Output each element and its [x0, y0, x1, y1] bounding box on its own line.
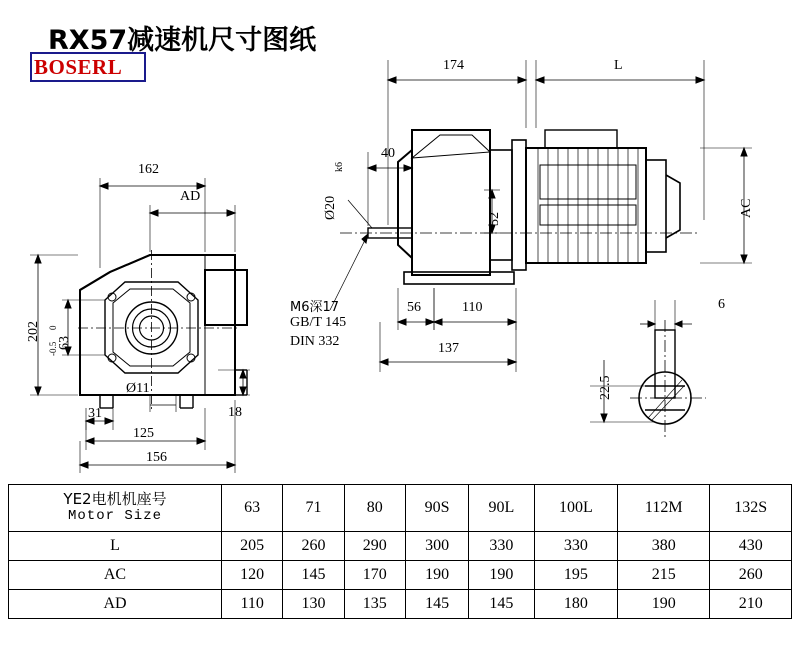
- spec-table: [8, 484, 792, 619]
- logo-text: BOSERL: [34, 55, 123, 79]
- dim-110: 110: [462, 300, 483, 315]
- dim-63-tol-lower: -0.5: [48, 341, 58, 356]
- table-header-label-cn: YE2电机机座号: [63, 490, 167, 508]
- cell-ad-4: 145: [469, 590, 534, 619]
- table-header-size-0: 63: [222, 485, 283, 532]
- row-label-ac: AC: [9, 561, 222, 590]
- dim-ac: AC: [739, 198, 754, 218]
- dim-63: 63: [57, 336, 72, 350]
- cell-l-7: 430: [710, 532, 792, 561]
- cell-ac-3: 190: [405, 561, 468, 590]
- table-header-size-5: 100L: [534, 485, 618, 532]
- dim-202: 202: [26, 321, 41, 342]
- table-header-row: [9, 485, 792, 532]
- page-title: RX57减速机尺寸图纸: [48, 25, 317, 56]
- section-view: [590, 300, 706, 440]
- cell-ac-6: 215: [618, 561, 710, 590]
- cell-ac-1: 145: [283, 561, 344, 590]
- cell-ad-2: 135: [344, 590, 405, 619]
- table-row: [9, 590, 792, 619]
- cell-ac-4: 190: [469, 561, 534, 590]
- cell-ad-0: 110: [222, 590, 283, 619]
- dim-shaft-tol-k6: k6: [334, 162, 345, 172]
- dim-125: 125: [133, 426, 154, 441]
- cell-ad-3: 145: [405, 590, 468, 619]
- note-m6: M6深17: [290, 300, 340, 315]
- cell-ac-0: 120: [222, 561, 283, 590]
- dim-18: 18: [228, 405, 242, 420]
- dim-31: 31: [88, 406, 102, 421]
- cell-ac-2: 170: [344, 561, 405, 590]
- dim-l: L: [614, 58, 623, 73]
- table-header-label: [9, 485, 222, 532]
- cell-ac-7: 260: [710, 561, 792, 590]
- table-row: [9, 532, 792, 561]
- note-din332: DIN 332: [290, 334, 340, 349]
- dim-174: 174: [443, 58, 464, 73]
- table-header-size-2: 80: [344, 485, 405, 532]
- dim-56: 56: [407, 300, 421, 315]
- table-header-size-3: 90S: [405, 485, 468, 532]
- front-view: [330, 60, 752, 372]
- table-header-size-7: 132S: [710, 485, 792, 532]
- dim-6: 6: [718, 297, 725, 312]
- dim-ad: AD: [180, 189, 201, 204]
- table-header-size-1: 71: [283, 485, 344, 532]
- cell-ad-5: 180: [534, 590, 618, 619]
- cell-l-1: 260: [283, 532, 344, 561]
- note-gbt145: GB/T 145: [290, 315, 347, 330]
- table-header-label-en: Motor Size: [67, 508, 162, 524]
- cell-l-2: 290: [344, 532, 405, 561]
- dim-162: 162: [138, 162, 159, 177]
- cell-ad-7: 210: [710, 590, 792, 619]
- dim-hole-d11: Ø11: [126, 381, 150, 396]
- row-label-ad: AD: [9, 590, 222, 619]
- cell-ac-5: 195: [534, 561, 618, 590]
- table-row: [9, 561, 792, 590]
- dim-137: 137: [438, 341, 459, 356]
- dim-shaft-d20: Ø20: [323, 195, 338, 220]
- cell-l-0: 205: [222, 532, 283, 561]
- dim-22-5: 22.5: [598, 375, 613, 400]
- table-header-size-6: 112M: [618, 485, 710, 532]
- cell-l-4: 330: [469, 532, 534, 561]
- cell-l-5: 330: [534, 532, 618, 561]
- cell-ad-1: 130: [283, 590, 344, 619]
- dim-156: 156: [146, 450, 167, 465]
- dim-40: 40: [381, 146, 395, 161]
- dim-52: 52: [487, 212, 502, 226]
- dim-63-tol-upper: 0: [48, 325, 58, 330]
- cell-l-6: 380: [618, 532, 710, 561]
- cell-l-3: 300: [405, 532, 468, 561]
- cell-ad-6: 190: [618, 590, 710, 619]
- row-label-l: L: [9, 532, 222, 561]
- table-header-size-4: 90L: [469, 485, 534, 532]
